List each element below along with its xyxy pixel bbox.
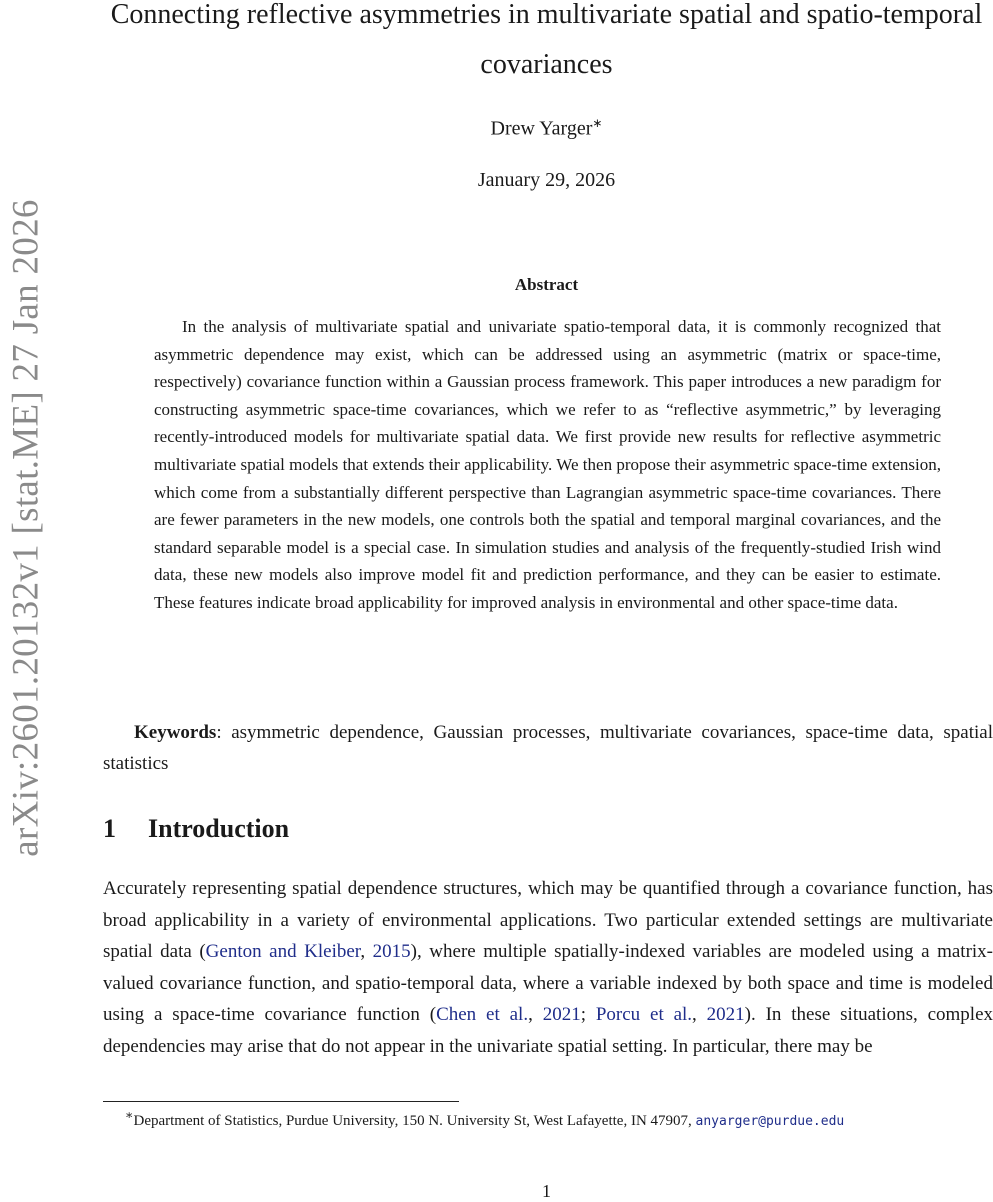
author-name: Drew Yarger (490, 117, 593, 140)
abstract-text: In the analysis of multivariate spatial and univariate spatio-temporal data, it is commonly recognized that asymmetric dependence may exist, which can be addressed using an asymmetric (matrix or space-time, respectively) covariance function within a Gaussian process framework. This paper introduces a new paradigm for constructing asymmetric space-time covariances, which we refer to as “reflective asymmetric,” by leveraging recently-introduced models for multivariate spatial data. We first provide new results for reflective asymmetric multivariate spatial models that extends their applicability. We then propose their asymmetric space-time extension, which come from a substantially different perspective than Lagrangian asymmetric space-time covariances. There are fewer parameters in the new models, one controls both the spatial and temporal marginal covariances, and the standard separable model is a special case. In simulation studies and analysis of the frequently-studied Irish wind data, these new models also improve model fit and prediction performance, and they can be easier to estimate. These features indicate broad applicability for improved analysis in environmental and other space-time data. (154, 317, 941, 612)
abstract-heading: Abstract (514, 275, 579, 294)
section-title: Introduction (148, 814, 290, 843)
author-footnote-mark: ∗ (592, 116, 603, 130)
author-line (100, 116, 993, 141)
keywords (103, 717, 993, 779)
citation-link[interactable]: Chen et al. (436, 1004, 529, 1025)
keywords-label: Keywords (134, 722, 217, 743)
section-heading (103, 814, 289, 844)
footnote-mark: ∗ (125, 1108, 134, 1122)
citation-year-link[interactable]: 2021 (542, 1004, 581, 1025)
intro-text: ). In these situations, complex dependencies may arise that do not appear in the univariate spatial setting. In particular, there may be (103, 1004, 993, 1057)
intro-text: , (692, 1004, 707, 1025)
footnote-text: Department of Statistics, Purdue University, 150 N. University St, West Lafayette, IN 47907, (133, 1113, 696, 1129)
section-number: 1 (103, 814, 116, 843)
intro-text: ), where multiple spatially-indexed variables are modeled using a matrix-valued covariance function, and spatio-temporal data, where a variable indexed by both space and time is modeled using a space-time covariance function ( (103, 941, 993, 1025)
intro-text: Accurately representing spatial dependence structures, which may be quantified through a covariance function, has broad applicability in a variety of environmental applications. Two particular extended settings are multivariate spatial data ( (103, 878, 993, 962)
arxiv-stamp-text: arXiv:2601.20132v1 [stat.ME] 27 Jan 2026 (5, 199, 47, 857)
footnote (103, 1104, 993, 1133)
intro-text: , (528, 1004, 543, 1025)
email-link[interactable]: anyarger@purdue.edu (695, 1114, 845, 1129)
paper-title: Connecting reflective asymmetries in multivariate spatial and spatio-temporal covariances (110, 0, 983, 80)
citation-year-link[interactable]: 2021 (706, 1004, 745, 1025)
paper-date: January 29, 2026 (477, 169, 616, 191)
citation-year-link[interactable]: 2015 (372, 941, 411, 962)
page-number: 1 (542, 1181, 551, 1201)
citation-link[interactable]: Porcu et al. (595, 1004, 693, 1025)
intro-paragraph (103, 873, 993, 1062)
citation-link[interactable]: Genton and Kleiber (205, 941, 361, 962)
footnote-rule (103, 1101, 459, 1102)
keywords-text: : asymmetric dependence, Gaussian processes, multivariate covariances, space-time data, spatial statistics (103, 722, 993, 774)
intro-text: ; (580, 1004, 596, 1025)
intro-text: , (360, 941, 373, 962)
arxiv-stamp (0, 0, 52, 1200)
